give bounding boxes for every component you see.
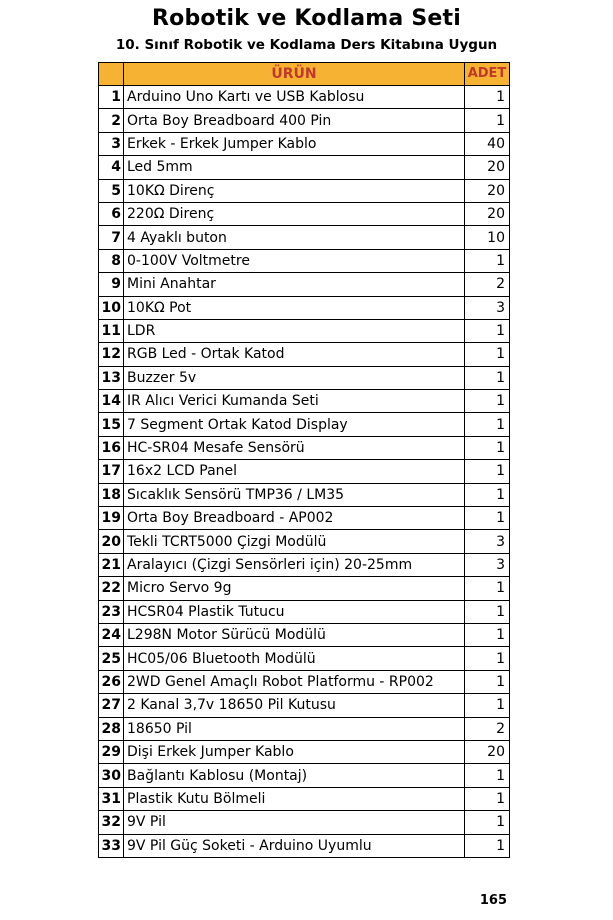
row-product-name: Bağlantı Kablosu (Montaj) (124, 764, 465, 787)
table-row (99, 343, 510, 366)
row-quantity: 1 (465, 647, 510, 670)
row-number: 33 (99, 834, 124, 857)
row-product-name: 16x2 LCD Panel (124, 460, 465, 483)
row-product-name: LDR (124, 319, 465, 342)
row-number: 32 (99, 811, 124, 834)
table-row (99, 507, 510, 530)
row-quantity: 1 (465, 694, 510, 717)
row-product-name: 7 Segment Ortak Katod Display (124, 413, 465, 436)
table-row (99, 670, 510, 693)
row-quantity: 1 (465, 811, 510, 834)
row-quantity: 1 (465, 249, 510, 272)
table-row (99, 834, 510, 857)
table-row (99, 600, 510, 623)
row-number: 25 (99, 647, 124, 670)
row-number: 4 (99, 156, 124, 179)
row-number: 1 (99, 86, 124, 109)
row-quantity: 1 (465, 834, 510, 857)
row-number: 8 (99, 249, 124, 272)
row-quantity: 1 (465, 507, 510, 530)
table-row (99, 483, 510, 506)
row-product-name: 2WD Genel Amaçlı Robot Platformu - RP002 (124, 670, 465, 693)
row-product-name: L298N Motor Sürücü Modülü (124, 623, 465, 646)
row-quantity: 1 (465, 577, 510, 600)
row-quantity: 10 (465, 226, 510, 249)
total-quantity: 165 (479, 893, 507, 908)
row-number: 20 (99, 530, 124, 553)
row-product-name: Orta Boy Breadboard - AP002 (124, 507, 465, 530)
table-row (99, 319, 510, 342)
row-number: 6 (99, 202, 124, 225)
row-number: 15 (99, 413, 124, 436)
table-row (99, 623, 510, 646)
table-row (99, 647, 510, 670)
row-product-name: Dişi Erkek Jumper Kablo (124, 740, 465, 763)
row-product-name: Sıcaklık Sensörü TMP36 / LM35 (124, 483, 465, 506)
row-number: 27 (99, 694, 124, 717)
row-quantity: 2 (465, 717, 510, 740)
row-number: 12 (99, 343, 124, 366)
row-quantity: 1 (465, 366, 510, 389)
row-number: 23 (99, 600, 124, 623)
row-number: 2 (99, 109, 124, 132)
row-number: 5 (99, 179, 124, 202)
row-quantity: 1 (465, 319, 510, 342)
row-product-name: 0-100V Voltmetre (124, 249, 465, 272)
table-row (99, 460, 510, 483)
row-quantity: 1 (465, 86, 510, 109)
row-quantity: 3 (465, 530, 510, 553)
row-number: 18 (99, 483, 124, 506)
table-row (99, 740, 510, 763)
table-row (99, 86, 510, 109)
row-number: 19 (99, 507, 124, 530)
table-row (99, 109, 510, 132)
row-product-name: 18650 Pil (124, 717, 465, 740)
row-number: 17 (99, 460, 124, 483)
row-number: 14 (99, 390, 124, 413)
row-number: 11 (99, 319, 124, 342)
table-row (99, 577, 510, 600)
row-product-name: IR Alıcı Verici Kumanda Seti (124, 390, 465, 413)
row-product-name: 220Ω Direnç (124, 202, 465, 225)
row-number: 26 (99, 670, 124, 693)
row-quantity: 1 (465, 436, 510, 459)
row-product-name: Buzzer 5v (124, 366, 465, 389)
row-quantity: 1 (465, 600, 510, 623)
row-quantity: 1 (465, 764, 510, 787)
row-number: 29 (99, 740, 124, 763)
row-number: 21 (99, 553, 124, 576)
header-product: ÜRÜN (124, 63, 465, 86)
row-number: 16 (99, 436, 124, 459)
row-product-name: Plastik Kutu Bölmeli (124, 787, 465, 810)
page-title: Robotik ve Kodlama Seti (152, 6, 461, 31)
header-quantity: ADET (465, 63, 510, 86)
row-quantity: 3 (465, 296, 510, 319)
row-product-name: Aralayıcı (Çizgi Sensörleri için) 20-25mm (124, 553, 465, 576)
row-product-name: Orta Boy Breadboard 400 Pin (124, 109, 465, 132)
row-quantity: 40 (465, 132, 510, 155)
row-quantity: 20 (465, 740, 510, 763)
row-quantity: 1 (465, 483, 510, 506)
row-quantity: 1 (465, 390, 510, 413)
row-product-name: 9V Pil (124, 811, 465, 834)
row-product-name: Erkek - Erkek Jumper Kablo (124, 132, 465, 155)
row-product-name: 2 Kanal 3,7v 18650 Pil Kutusu (124, 694, 465, 717)
row-quantity: 1 (465, 623, 510, 646)
row-number: 31 (99, 787, 124, 810)
table-row (99, 764, 510, 787)
table-row (99, 202, 510, 225)
row-product-name: 10KΩ Direnç (124, 179, 465, 202)
row-product-name: HC05/06 Bluetooth Modülü (124, 647, 465, 670)
row-quantity: 20 (465, 156, 510, 179)
table-row (99, 390, 510, 413)
row-quantity: 1 (465, 787, 510, 810)
table-body (99, 86, 510, 858)
row-quantity: 1 (465, 343, 510, 366)
row-number: 30 (99, 764, 124, 787)
table-row (99, 249, 510, 272)
row-product-name: Arduino Uno Kartı ve USB Kablosu (124, 86, 465, 109)
table-row (99, 226, 510, 249)
row-number: 24 (99, 623, 124, 646)
table-row (99, 811, 510, 834)
row-product-name: RGB Led - Ortak Katod (124, 343, 465, 366)
row-number: 7 (99, 226, 124, 249)
row-product-name: Mini Anahtar (124, 273, 465, 296)
row-quantity: 1 (465, 109, 510, 132)
row-quantity: 2 (465, 273, 510, 296)
row-product-name: HCSR04 Plastik Tutucu (124, 600, 465, 623)
row-product-name: 4 Ayaklı buton (124, 226, 465, 249)
row-number: 28 (99, 717, 124, 740)
table-row (99, 787, 510, 810)
table-row (99, 717, 510, 740)
row-number: 13 (99, 366, 124, 389)
product-table (98, 62, 510, 858)
row-quantity: 1 (465, 670, 510, 693)
table-row (99, 530, 510, 553)
table-row (99, 413, 510, 436)
table-row (99, 156, 510, 179)
table-row (99, 132, 510, 155)
row-quantity: 20 (465, 202, 510, 225)
row-product-name: Tekli TCRT5000 Çizgi Modülü (124, 530, 465, 553)
row-product-name: 9V Pil Güç Soketi - Arduino Uyumlu (124, 834, 465, 857)
row-quantity: 20 (465, 179, 510, 202)
table-row (99, 179, 510, 202)
table-row (99, 273, 510, 296)
table-row (99, 296, 510, 319)
table-row (99, 366, 510, 389)
row-product-name: 10KΩ Pot (124, 296, 465, 319)
header-number (99, 63, 124, 86)
row-quantity: 1 (465, 460, 510, 483)
table-row (99, 694, 510, 717)
table-header-row (99, 63, 510, 86)
page-subtitle: 10. Sınıf Robotik ve Kodlama Ders Kitabına Uygun (115, 37, 498, 53)
row-number: 10 (99, 296, 124, 319)
table-row (99, 553, 510, 576)
row-number: 9 (99, 273, 124, 296)
row-product-name: Micro Servo 9g (124, 577, 465, 600)
row-number: 22 (99, 577, 124, 600)
row-quantity: 3 (465, 553, 510, 576)
row-product-name: Led 5mm (124, 156, 465, 179)
row-product-name: HC-SR04 Mesafe Sensörü (124, 436, 465, 459)
table-row (99, 436, 510, 459)
row-quantity: 1 (465, 413, 510, 436)
row-number: 3 (99, 132, 124, 155)
